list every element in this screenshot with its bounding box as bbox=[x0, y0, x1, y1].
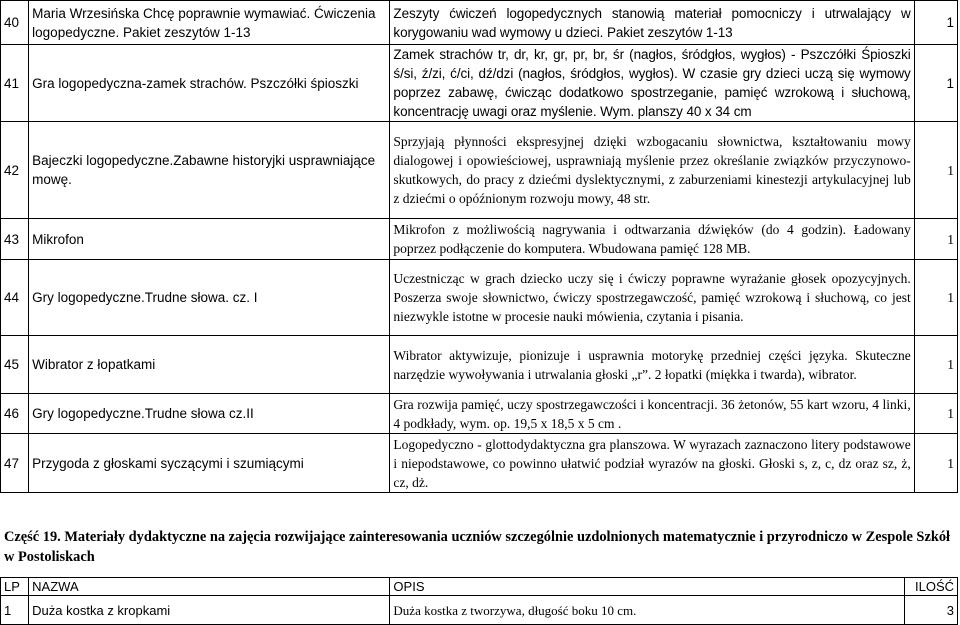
row-quantity: 1 bbox=[914, 260, 957, 336]
row-quantity: 1 bbox=[914, 45, 957, 122]
description-text: Wibrator aktywizuje, pionizuje i usprawnia motorykę przedniej części języka. Skuteczne narzędzie wywoływania i utrwalania głoski „r”. 2 łopatki (miękka i twarda), wibrator. bbox=[393, 347, 911, 382]
row-quantity: 1 bbox=[914, 336, 957, 394]
row-description bbox=[390, 45, 914, 122]
table-row bbox=[1, 260, 958, 336]
description-text: Zeszyty ćwiczeń logopedycznych stanowią materiał pomocniczy i utrwalający w korygowaniu wad wymowy u dzieci. Pakiet zeszytów 1-13 bbox=[393, 5, 911, 40]
row-lp: 44 bbox=[1, 260, 29, 336]
row-quantity: 1 bbox=[914, 219, 957, 260]
description-text: Zamek strachów tr, dr, kr, gr, pr, br, śr (nagłos, śródgłos, wygłos) - Pszczółki Śpioszki ś/si, ź/zi, ć/ci, dź/dzi (nagłos, śródgłos, wygłos). W czasie gry dzieci uczą się wymowy poprzez zabawę, ćwicząc dodatkowo spostrzeganie, pamięć wzrokową i słuchową, koncentrację uwagi oraz myślenie. Wym. planszy 40 x 34 cm bbox=[393, 47, 911, 119]
table-row bbox=[1, 219, 958, 260]
row-lp: 41 bbox=[1, 45, 29, 122]
row-description bbox=[390, 394, 914, 434]
header-name: NAZWA bbox=[29, 578, 390, 596]
row-name: Gry logopedyczne.Trudne słowa cz.II bbox=[29, 394, 390, 434]
table-row bbox=[1, 434, 958, 493]
description-text: Mikrofon z możliwością nagrywania i odtwarzania dźwięków (do 4 godzin). Ładowany poprzez podłączenie do komputera. Wbudowana pamięć 128 MB. bbox=[393, 222, 911, 256]
row-quantity: 1 bbox=[914, 394, 957, 434]
row-name: Gry logopedyczne.Trudne słowa. cz. I bbox=[29, 260, 390, 336]
row-description bbox=[390, 1, 914, 45]
table-row bbox=[1, 336, 958, 394]
row-quantity: 3 bbox=[904, 596, 957, 625]
row-name: Bajeczki logopedyczne.Zabawne historyjki usprawniające mowę. bbox=[29, 122, 390, 219]
row-description bbox=[390, 122, 914, 219]
row-name: Duża kostka z kropkami bbox=[29, 596, 390, 625]
section-19-table bbox=[0, 577, 958, 625]
header-description: OPIS bbox=[390, 578, 904, 596]
row-lp: 40 bbox=[1, 1, 29, 45]
row-name: Mikrofon bbox=[29, 219, 390, 260]
row-description bbox=[390, 336, 914, 394]
row-description bbox=[390, 434, 914, 493]
table-row bbox=[1, 122, 958, 219]
row-lp: 47 bbox=[1, 434, 29, 493]
table-row bbox=[1, 45, 958, 122]
row-lp: 42 bbox=[1, 122, 29, 219]
row-quantity: 1 bbox=[914, 122, 957, 219]
row-lp: 45 bbox=[1, 336, 29, 394]
table-row bbox=[1, 394, 958, 434]
row-lp: 46 bbox=[1, 394, 29, 434]
description-text: Sprzyjają płynności ekspresyjnej dzięki wzbogacaniu słownictwa, kształtowaniu mowy dialogowej i opowieściowej, usprawniają myślenie przez określanie związków przyczynowo-skutkowych, do pracy z dziećmi dyslektycznymi, z zaburzeniami kinestezji artykulacyjnej lub z dziećmi o opóźnionym rozwoju mowy, 48 str. bbox=[393, 134, 911, 206]
table-header-row bbox=[1, 578, 958, 596]
table-row bbox=[1, 596, 958, 625]
row-description bbox=[390, 260, 914, 336]
description-text: Gra rozwija pamięć, uczy spostrzegawczości i koncentracji. 36 żetonów, 55 kart wzoru, 4 linki, 4 podkłady, wym. op. 19,5 x 18,5 x 5 cm . bbox=[393, 396, 911, 431]
row-quantity: 1 bbox=[914, 434, 957, 493]
table-row bbox=[1, 1, 958, 45]
description-text: Uczestnicząc w grach dziecko uczy się i ćwiczy poprawne wyrażanie głosek opozycyjnych. Poszerza swoje słownictwo, ćwiczy spostrzegawczość, pamięć wzrokową i słuchową, co jest niezwykle istotne w procesie nauki mówienia, czytania i pisania. bbox=[393, 271, 911, 324]
row-name: Gra logopedyczna-zamek strachów. Pszczółki śpioszki bbox=[29, 45, 390, 122]
row-lp: 1 bbox=[1, 596, 29, 625]
header-quantity: ILOŚĆ bbox=[904, 578, 957, 596]
row-name: Maria Wrzesińska Chcę poprawnie wymawiać. Ćwiczenia logopedyczne. Pakiet zeszytów 1-13 bbox=[29, 1, 390, 45]
row-description: Duża kostka z tworzywa, długość boku 10 cm. bbox=[390, 596, 904, 625]
row-quantity: 1 bbox=[914, 1, 957, 45]
row-name: Wibrator z łopatkami bbox=[29, 336, 390, 394]
section-heading: Część 19. Materiały dydaktyczne na zajęcia rozwijające zainteresowania uczniów szczególnie uzdolnionych matematycznie i przyrodniczo w Zespole Szkół w Postoliskach bbox=[4, 529, 951, 565]
description-text: Logopedyczno - glottodydaktyczna gra planszowa. W wyrazach zaznaczono litery podstawowe i niepodstawowe, co powinno ułatwić podział wyrazów na głoski. Głoski s, z, c, dz oraz sz, ż, cz, dż. bbox=[393, 436, 911, 490]
row-name: Przygoda z głoskami syczącymi i szumiącymi bbox=[29, 434, 390, 493]
row-lp: 43 bbox=[1, 219, 29, 260]
row-description bbox=[390, 219, 914, 260]
header-lp: LP bbox=[1, 578, 29, 596]
